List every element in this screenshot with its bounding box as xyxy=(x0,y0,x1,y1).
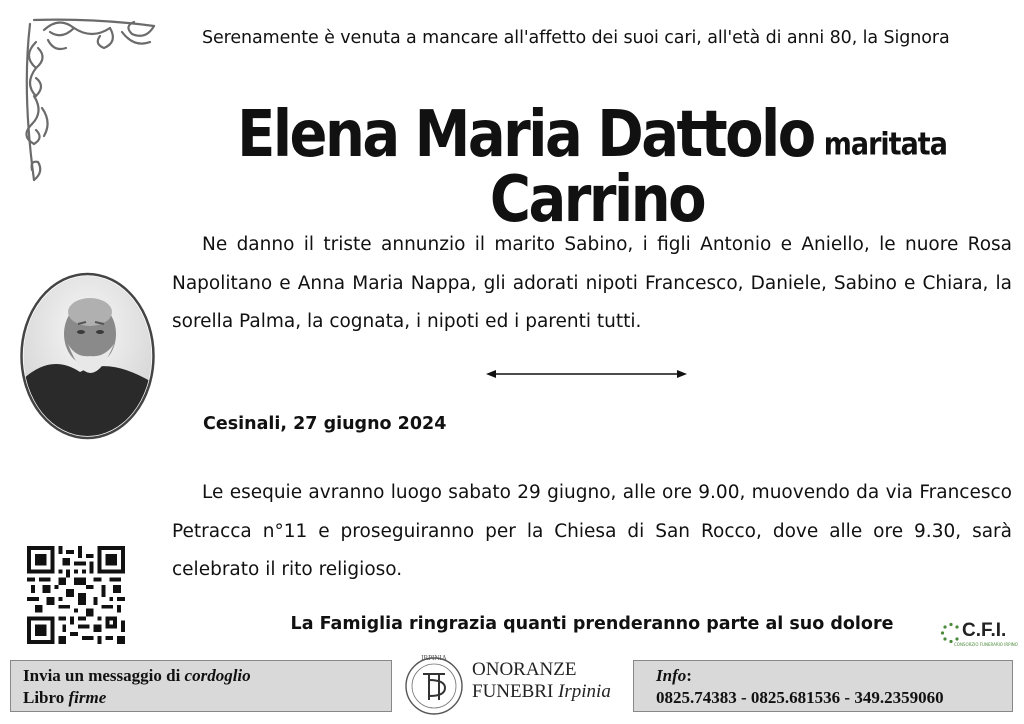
cfi-subtext: CONSORZIO FUNERARIO IRPINO xyxy=(954,642,1018,647)
cfi-badge xyxy=(940,616,1020,650)
info-box: Info: 0825.74383 - 0825.681536 - 349.2359060 xyxy=(633,660,1013,712)
funeral-home-name: ONORANZE FUNEBRI Irpinia xyxy=(472,659,611,702)
deceased-name-connector: maritata xyxy=(823,126,947,163)
logo-arc-text: IRPINIA xyxy=(421,654,447,662)
monogram-logo-icon xyxy=(403,650,465,718)
deceased-name-main: Elena Maria Dattolo xyxy=(237,97,814,172)
cfi-text: C.F.I. xyxy=(962,620,1007,641)
phone-numbers[interactable]: 0825.74383 - 0825.681536 - 349.2359060 xyxy=(656,688,944,707)
dateline: Cesinali, 27 giugno 2024 xyxy=(203,414,447,434)
deceased-name xyxy=(0,97,1024,237)
funeral-paragraph: Le esequie avranno luogo sabato 29 giugno, alle ore 9.00, muovendo da via Francesco Petracca n°11 e proseguiranno per la Chiesa di San Rocco, dove alle ore 9.30, sarà celebrato il rito religioso. xyxy=(172,482,1012,580)
info-label: Info xyxy=(656,666,687,685)
thanks-line: La Famiglia ringrazia quanti prenderanno parte al suo dolore xyxy=(290,614,894,634)
guestbook-link[interactable]: Libro firme xyxy=(23,688,107,707)
double-arrow-icon xyxy=(484,366,689,382)
portrait-photo xyxy=(20,272,155,440)
announcement-paragraph: Ne danno il triste annunzio il marito Sabino, i figli Antonio e Aniello, le nuore Rosa Napolitano e Anna Maria Nappa, gli adorati nipoti Francesco, Daniele, Sabino e Chiara, la sorella Palma, la cognata, i nipoti ed i parenti tutti. xyxy=(172,234,1012,332)
intro-text: Serenamente è venuta a mancare all'affetto dei suoi cari, all'età di anni 80, la Signora xyxy=(202,28,950,48)
deceased-married-name: Carrino xyxy=(489,162,705,237)
cfi-dots-icon xyxy=(940,622,962,644)
condolence-box[interactable] xyxy=(10,660,392,712)
condolence-link[interactable]: Invia un messaggio di cordoglio xyxy=(23,666,251,685)
